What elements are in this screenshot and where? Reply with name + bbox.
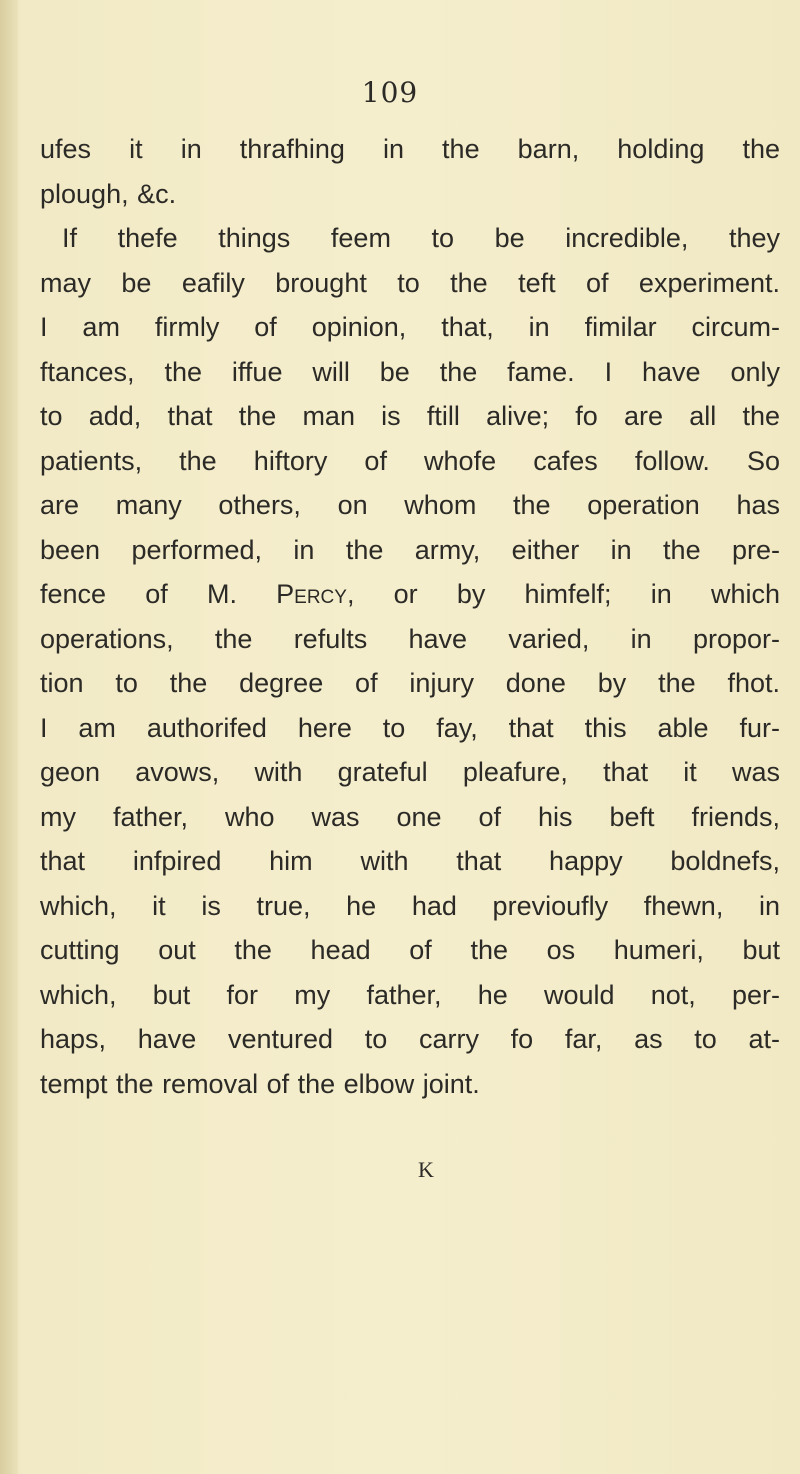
body-text [40,127,780,1106]
text-line: may be eafily brought to the teft of experiment. [40,267,780,298]
text-line: my father, who was one of his beft friends, [40,801,780,832]
text-line: patients, the hiftory of whofe cafes follow. So [40,445,780,476]
text-line: that infpired him with that happy boldnefs, [40,846,780,876]
signature-mark: K [418,1157,434,1182]
text-line: which, but for my father, he would not, per- [40,979,780,1010]
paragraph-start-line: If thefe things feem to be incredible, they [62,223,780,253]
text-line: tion to the degree of injury done by the fhot. [40,668,780,698]
page-number: 109 [361,76,419,109]
text-line: haps, have ventured to carry fo far, as to at- [40,1024,780,1054]
text-line: I am authorifed here to fay, that this able fur- [40,712,780,743]
page-spine [0,0,18,1474]
text-line: tempt the removal of the elbow joint. [40,1068,480,1099]
text-line: been performed, in the army, either in the pre- [40,534,780,565]
text-line: I am firmly of opinion, that, in fimilar circum- [40,312,780,342]
name-small-caps: Percy [276,579,347,609]
text-line: ufes it in thrafhing in the barn, holding the [40,134,780,164]
text-line: geon avows, with grateful pleafure, that it was [40,757,780,787]
text-line: to add, that the man is ftill alive; fo are all the [40,401,780,431]
text-line: are many others, on whom the operation has [40,490,780,520]
text-line: cutting out the head of the os humeri, but [40,935,780,965]
text-line: which, it is true, he had previoufly fhewn, in [40,890,780,921]
text-line: ftances, the iffue will be the fame. I have only [40,356,780,387]
text-line: fence of M. Percy, or by himfelf; in which [40,579,780,609]
text-line: plough, &c. [40,178,177,209]
text-line: operations, the refults have varied, in propor- [40,623,780,654]
